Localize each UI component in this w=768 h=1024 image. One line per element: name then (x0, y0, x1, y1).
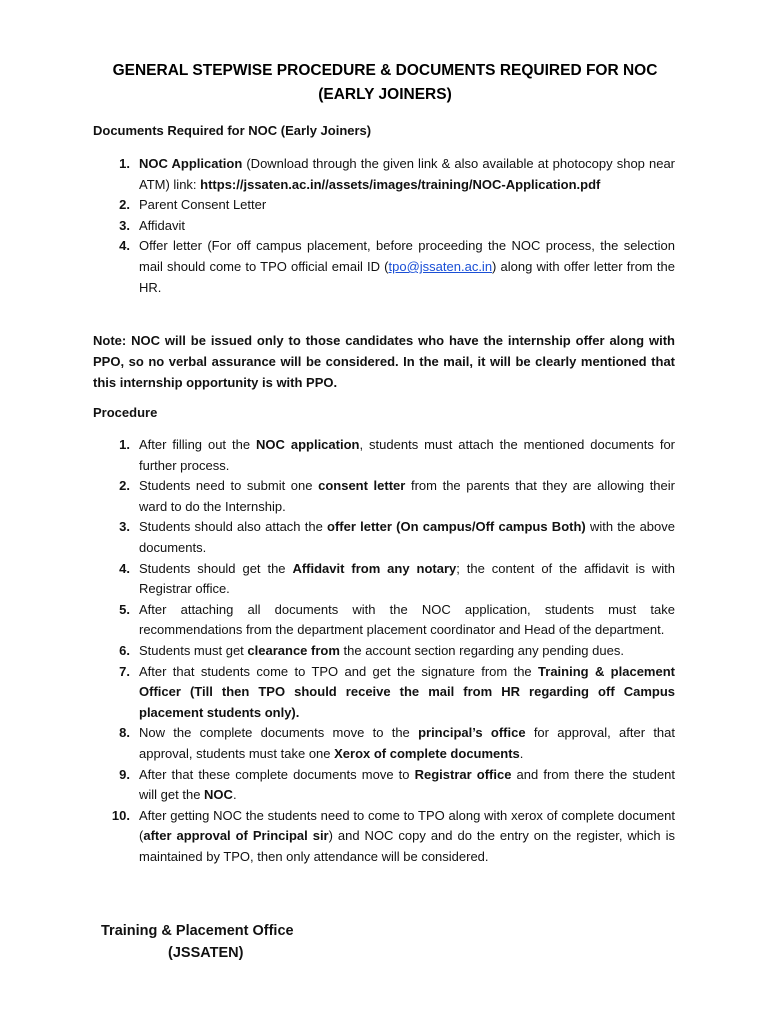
step-bold-text: clearance from (247, 642, 340, 658)
step-bold-text: offer letter (On campus/Off campus Both) (327, 519, 586, 535)
note-paragraph: Note: NOC will be issued only to those candidates who have the internship offer along with PPO, so no verbal assurance will be considered. In the mail, it will be clearly mentioned that this internship opportunity is with PPO. (93, 333, 675, 390)
item-number: 1. (119, 156, 130, 171)
procedure-heading: Procedure (93, 405, 158, 420)
step-bold-text: consent letter (318, 478, 406, 494)
step-number: 5. (119, 601, 130, 617)
step-text: from the parents that they are allowing their ward to do the Internship. (139, 478, 675, 514)
item-number: 3. (119, 217, 130, 233)
step-text: After that students come to TPO and get the signature from the (139, 663, 539, 679)
procedure-step-5 (93, 600, 675, 641)
footer-signature (101, 920, 294, 964)
step-number: 7. (119, 663, 130, 679)
item-text: Affidavit (139, 217, 186, 233)
procedure-step-9 (93, 765, 675, 806)
step-text: After attaching all documents with the NOC application, students must take recommendations from the department placement coordinator and Head of the department. (139, 601, 675, 638)
procedure-step-6 (93, 641, 675, 662)
item-number: 2. (119, 197, 130, 213)
step-text: and from there the student will get the (139, 766, 675, 803)
step-number: 9. (119, 766, 130, 782)
step-text: After filling out the (139, 437, 257, 452)
step-text: ; the content of the affidavit is with Registrar office. (139, 560, 675, 597)
step-text: . (232, 787, 237, 803)
step-text: After getting NOC the students need to come to TPO along with xerox of complete document ( (139, 807, 675, 844)
step-bold-text: Xerox of complete documents (334, 745, 520, 761)
procedure-step-3 (93, 517, 675, 558)
page-title (60, 59, 710, 107)
step-number: 1. (119, 437, 130, 452)
item-text: (Download through the given link & also available at photocopy shop near ATM) link: (139, 156, 675, 192)
document-item-3 (93, 216, 675, 237)
item-text: Offer letter (For off campus placement, before proceeding the NOC process, the selection mail should come to TPO official email ID ( (139, 238, 675, 274)
title-line-1: GENERAL STEPWISE PROCEDURE & DOCUMENTS REQUIRED FOR NOC (112, 62, 658, 79)
tpo-email-link[interactable]: tpo@jssaten.ac.in (388, 258, 493, 274)
footer-line-2: (JSSATEN) (168, 945, 244, 961)
procedure-step-8 (93, 723, 675, 764)
step-text: Now the complete documents move to the (139, 725, 419, 741)
step-text: After that these complete documents move to (139, 766, 415, 782)
document-item-4 (93, 236, 675, 298)
step-text: . (519, 745, 524, 761)
item-text: ) along with offer letter from the HR. (139, 258, 675, 295)
item-number: 4. (119, 238, 130, 254)
documents-heading: Documents Required for NOC (Early Joiners) (93, 123, 372, 138)
step-text: Students must get (139, 642, 248, 658)
step-bold-text: Registrar office (414, 766, 512, 782)
procedure-step-10 (93, 806, 675, 868)
step-text: Students should also attach the (139, 519, 328, 535)
documents-list (93, 154, 675, 298)
step-bold-text: NOC (204, 787, 233, 803)
step-bold-text: NOC application (256, 437, 360, 452)
item-text: Parent Consent Letter (139, 197, 267, 213)
procedure-step-4 (93, 559, 675, 600)
title-line-2: (EARLY JOINERS) (318, 86, 452, 103)
noc-application-link[interactable]: https://jssaten.ac.in//assets/images/training/NOC-Application.pdf (200, 176, 601, 192)
step-bold-text: after approval of Principal sir (143, 828, 329, 844)
step-bold-text: Training & placement Officer (Till then TPO should receive the mail from HR regarding off Campus placement students only). (139, 663, 675, 720)
procedure-step-1 (93, 435, 675, 476)
step-number: 4. (119, 560, 130, 576)
procedure-list (93, 435, 675, 867)
step-number: 10. (111, 807, 130, 823)
step-number: 8. (119, 725, 130, 741)
step-bold-text: Affidavit from any notary (292, 560, 457, 576)
step-text: for approval, after that approval, students must take one (139, 725, 675, 761)
document-item-2 (93, 195, 675, 216)
step-number: 6. (119, 642, 130, 658)
document-item-1 (93, 154, 675, 195)
procedure-step-7 (93, 662, 675, 724)
footer-line-1: Training & Placement Office (101, 923, 294, 939)
step-text: , students must attach the mentioned documents for further process. (139, 437, 676, 473)
step-text: with the above documents. (139, 519, 675, 555)
step-number: 2. (119, 478, 130, 494)
procedure-step-2 (93, 476, 675, 517)
noc-application-label: NOC Application (139, 156, 243, 171)
step-text: ) and NOC copy and do the entry on the register, which is maintained by TPO, then only attendance will be considered. (139, 828, 676, 864)
step-text: the account section regarding any pending dues. (339, 642, 624, 658)
step-number: 3. (119, 519, 130, 535)
step-text: Students need to submit one (139, 478, 319, 494)
step-bold-text: principal’s office (418, 725, 526, 741)
step-text: Students should get the (139, 560, 293, 576)
